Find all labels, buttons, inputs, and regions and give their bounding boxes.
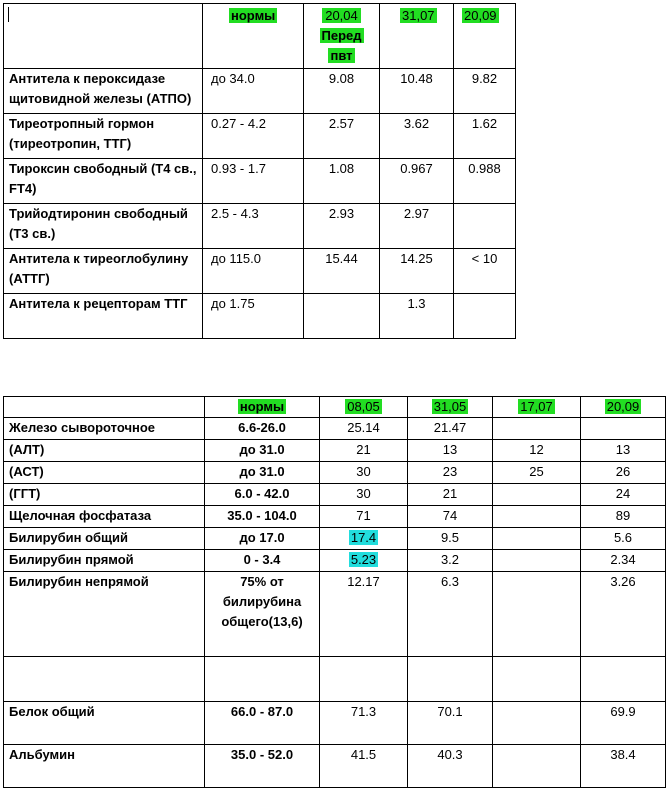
row-label: Билирубин непрямой: [4, 572, 205, 657]
header-date2-cell: [408, 397, 493, 418]
row-value-1: 5.23: [350, 552, 377, 567]
row-label: Билирубин общий: [4, 528, 205, 550]
row-value-3: [493, 528, 581, 550]
row-norm: до 34.0: [203, 69, 304, 114]
header-date1-sub1: Перед: [321, 28, 362, 43]
row-value-3: 25: [493, 462, 581, 484]
row-value-3: 12: [493, 440, 581, 462]
row-value-3: [493, 484, 581, 506]
row-value-3: < 10: [454, 249, 516, 294]
row-norm: до 115.0: [203, 249, 304, 294]
table-row: [4, 657, 666, 702]
row-norm: 2.5 - 4.3: [203, 204, 304, 249]
header-date1: 20,04: [322, 8, 361, 23]
row-norm: 6.6-26.0: [205, 418, 320, 440]
row-value-4: 13: [581, 440, 666, 462]
row-value-1: 71.3: [320, 702, 408, 745]
row-value-3: [493, 572, 581, 657]
row-norm: 6.0 - 42.0: [205, 484, 320, 506]
row-label: Антитела к тиреоглобулину (АТТГ): [4, 249, 203, 294]
header-date3: 20,09: [464, 8, 497, 23]
row-value-4: 89: [581, 506, 666, 528]
header-date1-sub2: пвт: [330, 48, 353, 63]
header-date2: 31,07: [402, 8, 435, 23]
row-label: Антитела к рецепторам ТТГ: [4, 294, 203, 339]
row-value-1-cell: [320, 550, 408, 572]
row-label: (АЛТ): [4, 440, 205, 462]
table-row: [4, 294, 516, 339]
row-value-4: 26: [581, 462, 666, 484]
row-norm: до 1.75: [203, 294, 304, 339]
row-label: Щелочная фосфатаза: [4, 506, 205, 528]
row-value-1: 21: [320, 440, 408, 462]
table-row: [4, 159, 516, 204]
row-value-2: 1.3: [380, 294, 454, 339]
table-row: [4, 506, 666, 528]
row-value-4: [581, 657, 666, 702]
row-value-1: 9.08: [304, 69, 380, 114]
row-value-2: 14.25: [380, 249, 454, 294]
row-value-1: 15.44: [304, 249, 380, 294]
table-row: [4, 462, 666, 484]
row-label: (АСТ): [4, 462, 205, 484]
row-value-2: 23: [408, 462, 493, 484]
row-label: Тиреотропный гормон (тиреотропин, ТТГ): [4, 114, 203, 159]
header-norms: нормы: [231, 8, 276, 23]
row-value-2: 10.48: [380, 69, 454, 114]
row-value-3: [493, 745, 581, 788]
table-row: [4, 745, 666, 788]
row-value-3: [493, 506, 581, 528]
header-date2: 31,05: [433, 399, 467, 414]
row-value-4: 24: [581, 484, 666, 506]
row-value-2: 74: [408, 506, 493, 528]
row-value-1: 30: [320, 462, 408, 484]
row-value-1: [304, 294, 380, 339]
row-label: Билирубин прямой: [4, 550, 205, 572]
row-value-3: 9.82: [454, 69, 516, 114]
row-norm: до 31.0: [205, 440, 320, 462]
row-value-4: 3.26: [581, 572, 666, 657]
header-date3: 17,07: [520, 399, 553, 414]
row-value-3: 0.988: [454, 159, 516, 204]
row-value-2: [408, 657, 493, 702]
row-norm: до 31.0: [205, 462, 320, 484]
row-norm: 35.0 - 104.0: [205, 506, 320, 528]
header-norms-cell: [203, 4, 304, 69]
row-norm: [205, 657, 320, 702]
table-row: [4, 249, 516, 294]
table-row: [4, 528, 666, 550]
row-label: Трийодтиронин свободный (Т3 св.): [4, 204, 203, 249]
header-date2-cell: [380, 4, 454, 69]
row-label: Антитела к пероксидазе щитовидной железы (АТПО): [4, 69, 203, 114]
row-value-4: 5.6: [581, 528, 666, 550]
header-date3-cell: [454, 4, 516, 69]
row-value-2: 3.62: [380, 114, 454, 159]
row-value-4: 2.34: [581, 550, 666, 572]
row-norm: 0.27 - 4.2: [203, 114, 304, 159]
row-value-3: 1.62: [454, 114, 516, 159]
row-value-3: [454, 204, 516, 249]
row-norm: 0.93 - 1.7: [203, 159, 304, 204]
row-value-1: 25.14: [320, 418, 408, 440]
row-value-1: 2.57: [304, 114, 380, 159]
table-row: [4, 550, 666, 572]
row-norm: 66.0 - 87.0: [205, 702, 320, 745]
thyroid-table: [3, 3, 516, 339]
header-date3-cell: [493, 397, 581, 418]
header-norms-cell: [205, 397, 320, 418]
header-empty-cell[interactable]: [4, 4, 203, 69]
row-label: Железо сывороточное: [4, 418, 205, 440]
row-norm: 35.0 - 52.0: [205, 745, 320, 788]
table-row: [4, 204, 516, 249]
row-value-2: 9.5: [408, 528, 493, 550]
row-value-1: 12.17: [320, 572, 408, 657]
row-label: Тироксин свободный (Т4 св., FT4): [4, 159, 203, 204]
row-value-2: 70.1: [408, 702, 493, 745]
row-norm: 0 - 3.4: [205, 550, 320, 572]
row-value-4: 38.4: [581, 745, 666, 788]
table-row: [4, 69, 516, 114]
row-value-1: 41.5: [320, 745, 408, 788]
row-value-2: 2.97: [380, 204, 454, 249]
row-value-1: [320, 657, 408, 702]
table-row: [4, 484, 666, 506]
row-value-2: 21: [408, 484, 493, 506]
row-value-1: 2.93: [304, 204, 380, 249]
row-norm: до 17.0: [205, 528, 320, 550]
row-value-1: 17.4: [350, 530, 377, 545]
table-row: [4, 702, 666, 745]
header-date1-cell: [320, 397, 408, 418]
row-label: (ГГТ): [4, 484, 205, 506]
row-value-1-cell: [320, 528, 408, 550]
row-value-3: [493, 418, 581, 440]
row-value-2: 3.2: [408, 550, 493, 572]
row-value-2: 21.47: [408, 418, 493, 440]
row-value-2: 0.967: [380, 159, 454, 204]
header-date1-cell: [304, 4, 380, 69]
row-value-2: 13: [408, 440, 493, 462]
row-value-1: 1.08: [304, 159, 380, 204]
row-value-3: [493, 550, 581, 572]
row-value-3: [493, 702, 581, 745]
header-empty-cell: [4, 397, 205, 418]
table-row: [4, 114, 516, 159]
row-norm: 75% от билирубина общего(13,6): [205, 572, 320, 657]
table-row: [4, 572, 666, 657]
row-value-2: 40.3: [408, 745, 493, 788]
liver-header-row: [4, 397, 666, 418]
table-row: [4, 440, 666, 462]
text-cursor: [8, 7, 9, 22]
header-date1: 08,05: [347, 399, 380, 414]
row-label: [4, 657, 205, 702]
row-value-4: [581, 418, 666, 440]
row-label: Белок общий: [4, 702, 205, 745]
row-value-1: 30: [320, 484, 408, 506]
row-value-3: [454, 294, 516, 339]
row-value-4: 69.9: [581, 702, 666, 745]
row-value-2: 6.3: [408, 572, 493, 657]
liver-table: [3, 396, 666, 788]
header-norms: нормы: [239, 399, 285, 414]
header-date4-cell: [581, 397, 666, 418]
row-value-1: 71: [320, 506, 408, 528]
row-label: Альбумин: [4, 745, 205, 788]
header-date4: 20,09: [606, 399, 640, 414]
table-row: [4, 418, 666, 440]
thyroid-header-row: [4, 4, 516, 69]
row-value-3: [493, 657, 581, 702]
